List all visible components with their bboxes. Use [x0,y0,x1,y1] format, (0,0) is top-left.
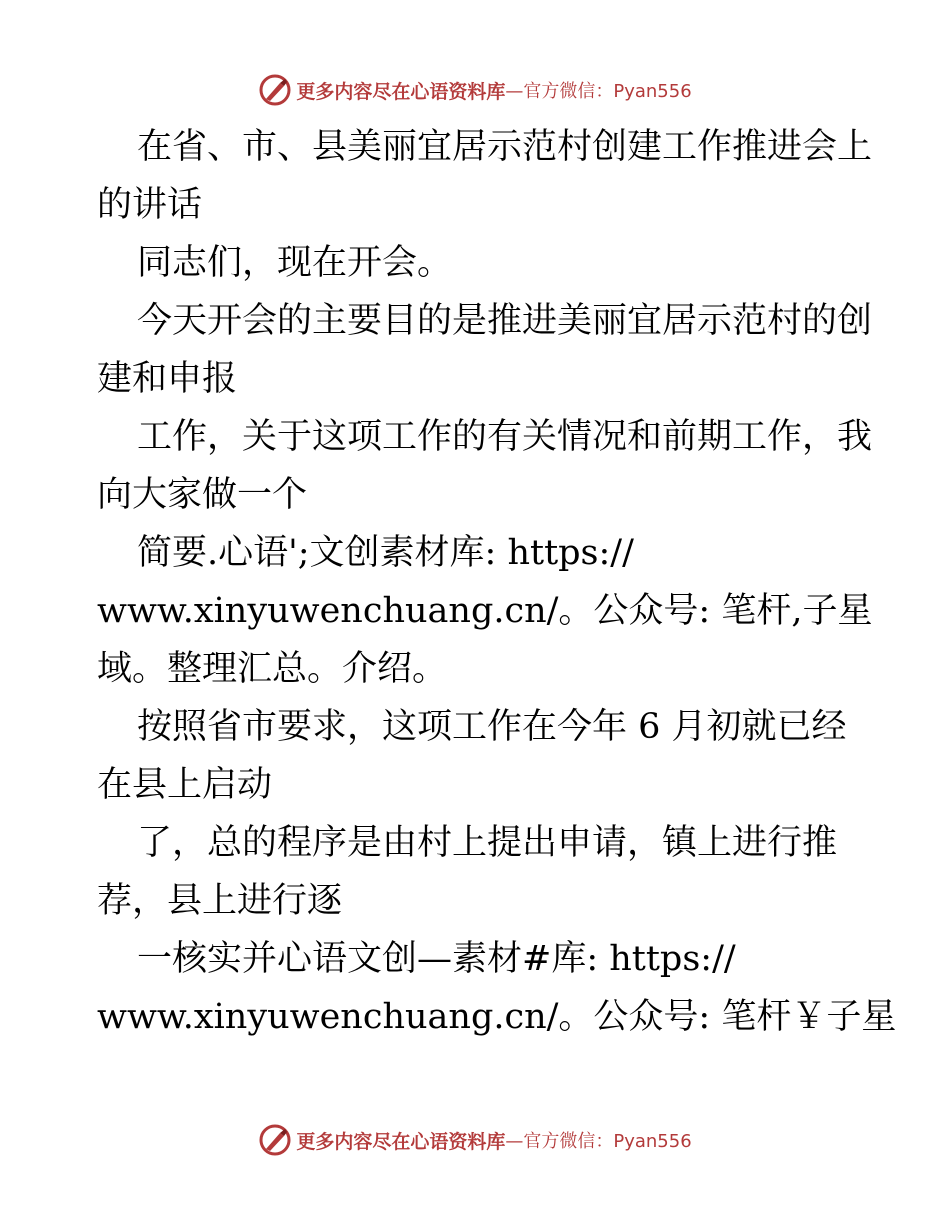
pen-logo-icon [258,1123,292,1157]
banner-wechat-text: —官方微信：Pyan556 [505,81,692,102]
banner-main-text: 更多内容尽在心语资料库 [296,1130,506,1153]
footer-banner [0,1120,950,1160]
doc-line: 按照省市要求，这项工作在今年 6 月初就已经 [137,707,847,747]
doc-line: 建和申报 [97,359,238,399]
doc-line: 在县上启动 [97,765,273,805]
doc-line: www.xinyuwenchuang.cn/。公众号: 笔杆,子星 [97,591,873,631]
doc-line: 一核实并心语文创—素材#库: https:// [137,939,736,979]
doc-line: 简要.心语';文创素材库: https:// [137,533,634,573]
document-body [97,118,897,1046]
banner-main-text: 更多内容尽在心语资料库 [296,80,506,103]
doc-line: 了，总的程序是由村上提出申请，镇上进行推 [137,823,838,863]
doc-line: 域。整理汇总。介绍。 [97,649,448,689]
header-banner [0,70,950,110]
doc-title-line-1: 在省、市、县美丽宜居示范村创建工作推进会上 [137,127,873,167]
doc-line: 工作，关于这项工作的有关情况和前期工作，我 [137,417,873,457]
pen-logo-icon [258,73,292,107]
doc-line: 荐，县上进行逐 [97,881,343,921]
doc-line: 今天开会的主要目的是推进美丽宜居示范村的创 [137,301,873,341]
doc-line: 向大家做一个 [97,475,308,515]
doc-title-line-2: 的讲话 [97,185,203,225]
banner-wechat-text: —官方微信：Pyan556 [505,1131,692,1152]
doc-line: 同志们，现在开会。 [137,243,453,283]
doc-line: www.xinyuwenchuang.cn/。公众号: 笔杆￥子星 [97,997,897,1037]
